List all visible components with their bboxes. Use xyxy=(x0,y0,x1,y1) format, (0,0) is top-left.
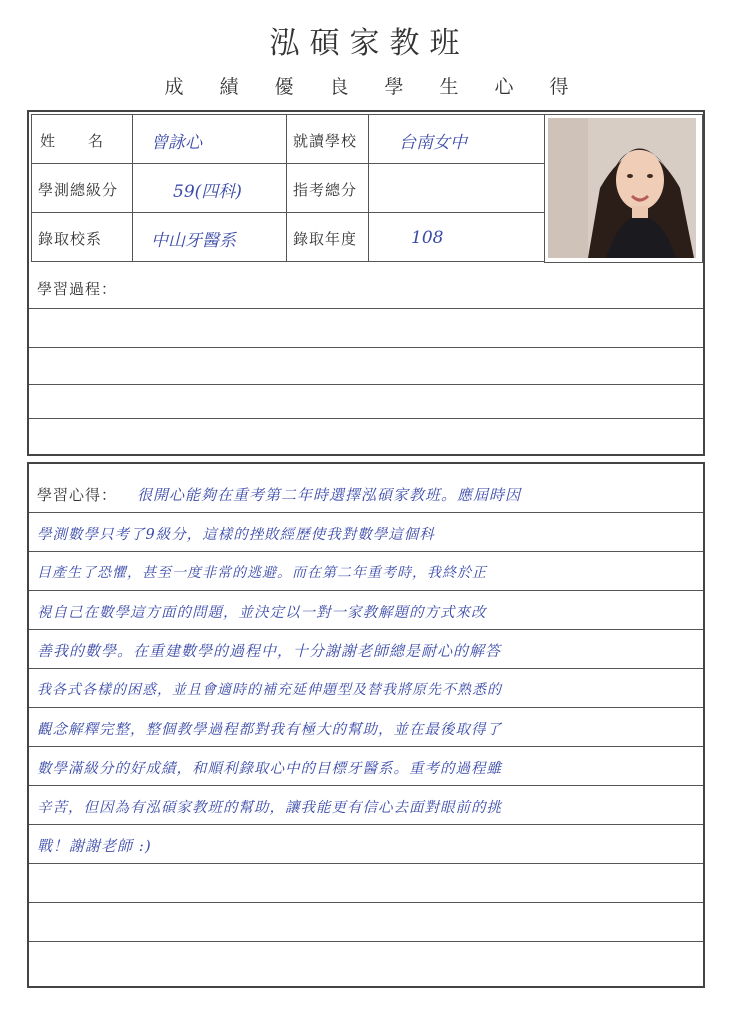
admit-value-cell xyxy=(132,212,287,262)
exam-label: 指考總分 xyxy=(293,181,358,199)
page-title: 泓碩家教班 xyxy=(269,26,470,61)
essay-line: 觀念解釋完整，整個教學過程都對我有極大的幫助，並在最後取得了 xyxy=(37,722,502,738)
essay-line: 視自己在數學這方面的問題，並決定以一對一家教解題的方式來改 xyxy=(37,605,487,621)
essay-rule xyxy=(29,551,703,552)
admit-value: 中山牙醫系 xyxy=(151,231,236,251)
essay-rule xyxy=(29,824,703,825)
essay-line: 很開心能夠在重考第二年時選擇泓碩家教班。應屆時因 xyxy=(137,486,522,504)
portrait-illustration xyxy=(548,118,696,258)
essay-line: 辛苦，但因為有泓碩家教班的幫助，讓我能更有信心去面對眼前的挑 xyxy=(37,800,502,816)
essay-frame xyxy=(27,462,705,988)
essay-label: 學習心得： xyxy=(37,486,118,504)
essay-line: 學測數學只考了9級分，這樣的挫敗經歷使我對數學這個科 xyxy=(37,527,435,543)
essay-line: 善我的數學。在重建數學的過程中，十分謝謝老師總是耐心的解答 xyxy=(37,642,502,660)
process-rule xyxy=(29,384,703,385)
essay-line: 戰！謝謝老師 :) xyxy=(37,837,152,855)
year-label-cell xyxy=(286,212,369,262)
year-value-cell xyxy=(368,212,545,262)
exam-value-cell xyxy=(368,163,545,213)
essay-rule xyxy=(29,785,703,786)
process-rule xyxy=(29,418,703,419)
name-value-cell xyxy=(132,114,287,164)
score-value-cell xyxy=(132,163,287,213)
essay-rule xyxy=(29,941,703,942)
year-value: 108 xyxy=(411,228,444,248)
essay-line: 數學滿級分的好成績，和順利錄取心中的目標牙醫系。重考的過程雖 xyxy=(37,761,502,777)
name-label-cell xyxy=(31,114,133,164)
essay-line: 目產生了恐懼，甚至一度非常的逃避。而在第二年重考時，我終於正 xyxy=(37,565,487,581)
score-value: 59(四科) xyxy=(173,182,242,202)
student-photo xyxy=(548,118,696,258)
essay-line: 我各式各樣的困惑，並且會適時的補充延伸題型及替我將原先不熟悉的 xyxy=(37,682,502,698)
name-value: 曾詠心 xyxy=(151,133,202,153)
process-rule xyxy=(29,347,703,348)
name-label: 姓 名 xyxy=(40,132,105,150)
essay-rule xyxy=(29,707,703,708)
page-subtitle: 成績優良學生心得 xyxy=(164,76,605,98)
school-value: 台南女中 xyxy=(399,133,467,153)
school-label: 就讀學校 xyxy=(293,132,358,150)
school-label-cell xyxy=(286,114,369,164)
process-label: 學習過程： xyxy=(37,280,118,298)
year-label: 錄取年度 xyxy=(293,230,358,248)
essay-rule xyxy=(29,629,703,630)
school-value-cell xyxy=(368,114,545,164)
essay-rule xyxy=(29,590,703,591)
essay-rule xyxy=(29,863,703,864)
essay-rule xyxy=(29,746,703,747)
essay-rule xyxy=(29,512,703,513)
score-label: 學測總級分 xyxy=(38,181,119,199)
exam-label-cell xyxy=(286,163,369,213)
process-rule xyxy=(29,308,703,309)
admit-label: 錄取校系 xyxy=(38,230,103,248)
essay-rule xyxy=(29,668,703,669)
score-label-cell xyxy=(31,163,133,213)
essay-rule xyxy=(29,902,703,903)
admit-label-cell xyxy=(31,212,133,262)
